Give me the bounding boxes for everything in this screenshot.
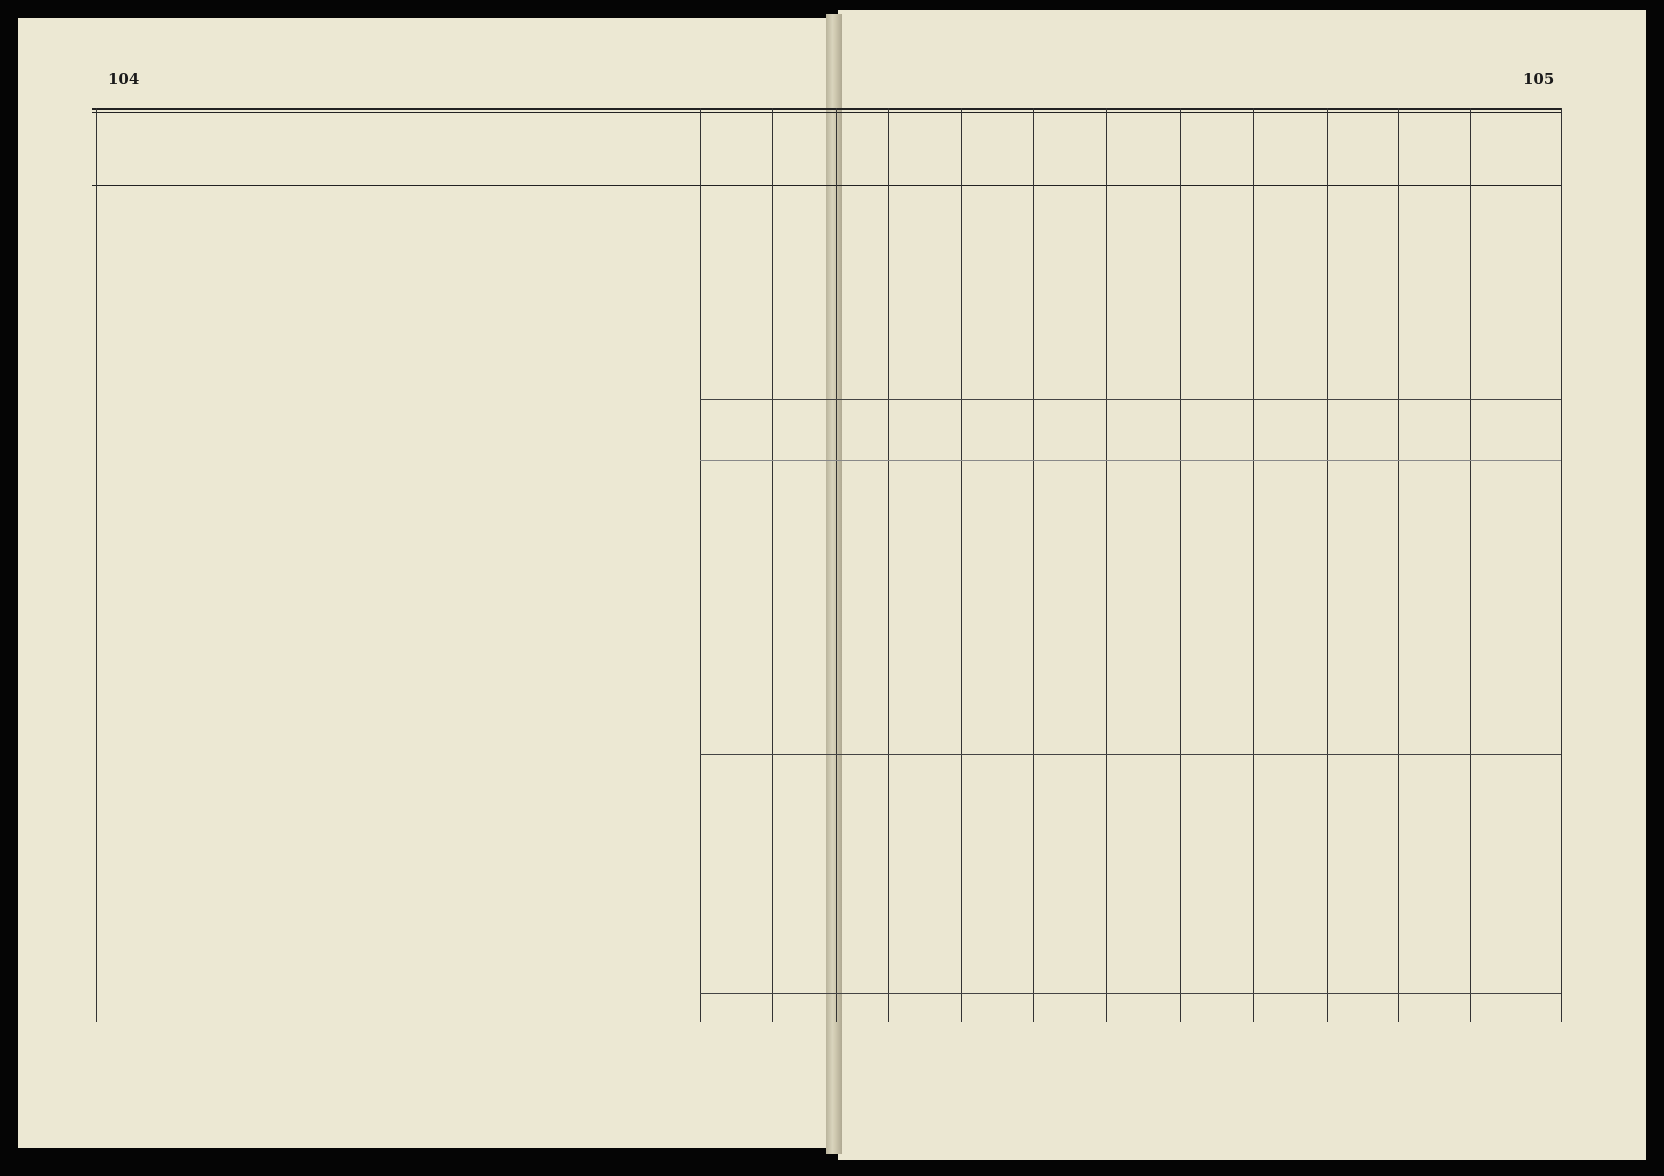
subtotal-rule	[700, 993, 1561, 994]
column-divider	[836, 108, 837, 1022]
column-divider	[772, 108, 773, 1022]
table-left-border	[96, 108, 97, 1022]
column-divider	[1470, 108, 1471, 1022]
left-page	[18, 18, 830, 1148]
page-number-left: 104	[108, 70, 140, 88]
table-top-border	[92, 108, 1561, 110]
column-divider	[1253, 108, 1254, 1022]
table-top-border-inner	[92, 112, 1561, 113]
section-rule	[700, 460, 1561, 461]
subtotal-rule	[700, 754, 1561, 755]
column-divider	[888, 108, 889, 1022]
column-divider	[1398, 108, 1399, 1022]
column-divider	[1561, 108, 1562, 1022]
column-divider	[1033, 108, 1034, 1022]
right-page	[838, 10, 1646, 1160]
column-divider	[961, 108, 962, 1022]
subtotal-rule	[700, 399, 1561, 400]
column-divider	[700, 108, 701, 1022]
column-divider	[1327, 108, 1328, 1022]
header-bottom-border	[92, 185, 1561, 186]
column-divider	[1180, 108, 1181, 1022]
column-divider	[1106, 108, 1107, 1022]
page-number-right: 105	[1523, 70, 1555, 88]
